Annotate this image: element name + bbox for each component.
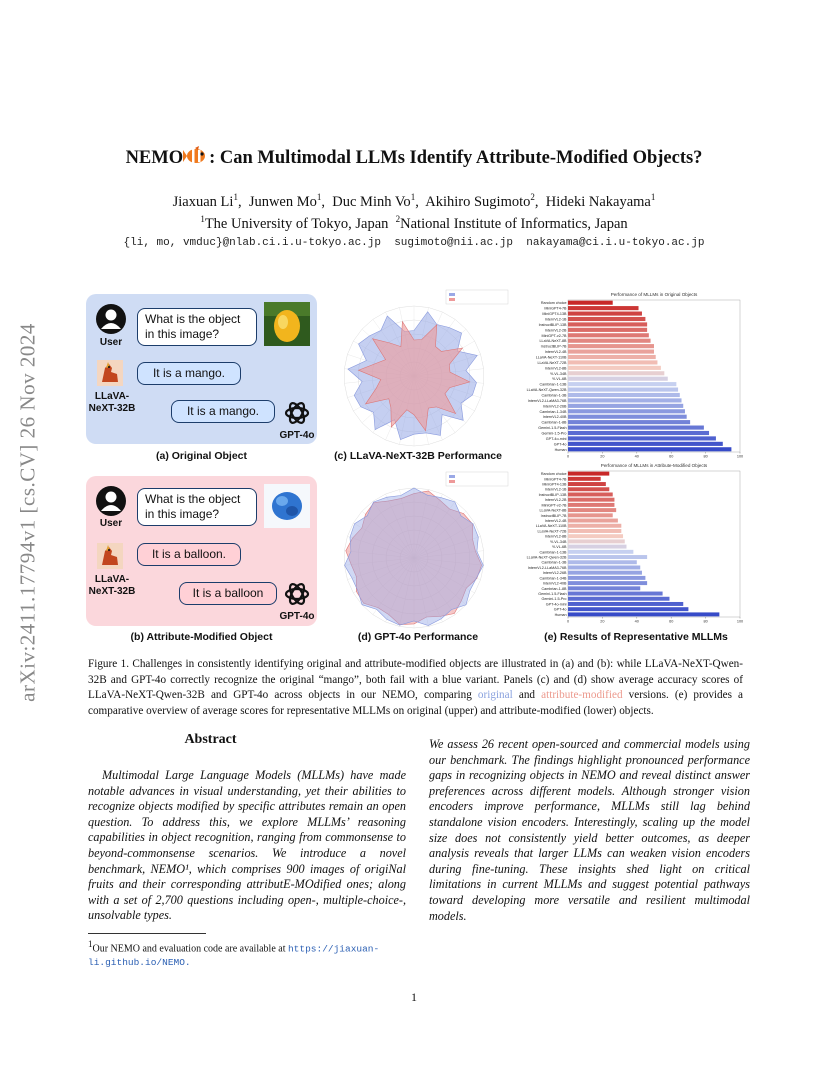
bar <box>568 371 664 375</box>
author-name: Akihiro Sugimoto <box>425 193 531 210</box>
category-label: InternVL2-40B <box>542 581 567 586</box>
bar <box>568 426 704 430</box>
category-label: LLaVA-NeXT-8B <box>539 339 567 344</box>
bar <box>568 519 618 523</box>
bar <box>568 592 663 596</box>
category-label: MiniGPT4-13B <box>542 312 567 317</box>
author-name: Duc Minh Vo <box>332 193 411 210</box>
question-bubble: What is the object in this image? <box>137 308 257 346</box>
nemo-fish-logo <box>183 146 209 166</box>
bar <box>568 597 669 601</box>
bar-chart-title: Performance of MLLMs in Attribute-Modified Objects <box>600 463 708 468</box>
bar <box>568 581 647 585</box>
bar <box>568 360 657 364</box>
category-label: InternVL2-26B <box>542 404 567 409</box>
question-bubble: What is the object in this image? <box>137 488 257 526</box>
category-label: InternVL2-1B <box>544 317 567 322</box>
category-label: GPT-4o <box>553 442 567 447</box>
figure-caption-end: versions. (e) provides a comparative overview of average scores for representative MLLMs on original (upper) and attribute-modified (lower) objects. <box>88 689 744 717</box>
category-label: Cambrian-1-3B <box>541 393 567 398</box>
bar-chart-modified <box>512 459 748 631</box>
bar <box>568 382 676 386</box>
category-label: Gemini-1.5-Flash <box>538 591 567 596</box>
user-label: User <box>99 518 123 529</box>
category-label: Gemini-1.5-Pro <box>541 431 567 436</box>
affil-mark: 2 <box>395 214 401 224</box>
bar <box>568 586 640 590</box>
affiliations <box>60 214 768 233</box>
bar <box>568 398 682 402</box>
category-label: MiniGPT4-7B <box>544 306 567 311</box>
legend-swatch-original <box>449 293 455 296</box>
author-list: Jiaxuan Li$^1$, Junwen Mo$^1$, Duc Minh Vo$^1$, Akihiro Sugimoto$^2$, Hideki Nakayama$^1$ <box>172 192 656 210</box>
bar <box>568 565 640 569</box>
bar <box>568 333 649 337</box>
x-tick-label: 60 <box>669 619 674 624</box>
bar <box>568 415 687 419</box>
category-label: InternVL2-4B <box>544 350 567 355</box>
bar <box>568 508 616 512</box>
category-label: InternVL2-1B <box>544 487 567 492</box>
bar <box>568 555 647 559</box>
category-label: InternVL2-8B <box>544 534 567 539</box>
bar <box>568 339 651 343</box>
footnote-rule <box>88 933 206 934</box>
panel-e-caption: (e) Results of Representative MLLMs <box>544 631 728 643</box>
caption-word-modified: attribute-modified <box>541 689 623 701</box>
panel-d-caption: (d) GPT-4o Performance <box>357 631 479 643</box>
bar <box>568 312 642 316</box>
bar <box>568 492 613 496</box>
bar <box>568 388 678 392</box>
category-label: Cambrian-1-8B <box>541 420 567 425</box>
bar <box>568 560 637 564</box>
x-tick-label: 80 <box>703 619 708 624</box>
category-label: GPT-4o-mini <box>545 602 567 607</box>
category-label: InternVL2-2B <box>544 498 567 503</box>
author-affil-mark: 1 <box>650 192 656 202</box>
category-label: Yi-VL-6B <box>551 377 567 382</box>
bar <box>568 447 731 451</box>
user-avatar-icon <box>95 485 127 517</box>
category-label: InstructBLIP-13B <box>538 322 567 327</box>
author-affil-mark: 1 <box>410 192 416 202</box>
blue-mango-photo <box>264 484 310 528</box>
llava-answer-bubble: It is a mango. <box>137 362 241 385</box>
gpt-answer-bubble: It is a mango. <box>171 400 275 423</box>
category-label: LLaVA-NeXT-8B <box>539 508 567 513</box>
openai-logo-icon <box>283 399 311 427</box>
bar <box>568 322 647 326</box>
bar <box>568 477 601 481</box>
footnote-mark: 1 <box>88 939 93 949</box>
legend-swatch-original <box>449 475 455 478</box>
bar <box>568 377 668 381</box>
bar <box>568 576 645 580</box>
bar <box>568 534 623 538</box>
category-label: Cambrian-1-34B <box>539 576 567 581</box>
bar <box>568 513 613 517</box>
category-label: LLaVA-NeXT-72B <box>537 529 567 534</box>
category-label: MiniGPT4-7B <box>544 477 567 482</box>
category-label: GPT-4o-mini <box>545 436 567 441</box>
project-link[interactable]: https://jiaxuan-li.github.io/NEMO. <box>88 943 380 969</box>
panel-c-caption: (c) LLaVA-NeXT-32B Performance <box>334 450 502 462</box>
author-name: Jiaxuan Li <box>172 193 234 210</box>
title-main: : Can Multimodal LLMs Identify Attribute-Modified Objects? <box>209 148 703 168</box>
category-label: MiniGPT4-13B <box>542 482 567 487</box>
bar <box>568 442 723 446</box>
page-number: 1 <box>411 990 417 1004</box>
bar <box>568 550 633 554</box>
radar-chart-llava <box>326 288 516 458</box>
bar <box>568 503 614 507</box>
bar <box>568 545 626 549</box>
legend-swatch-modified <box>449 298 455 301</box>
bar <box>568 524 621 528</box>
category-label: Cambrian-1-13B <box>539 550 567 555</box>
arxiv-identifier: arXiv:2411.17794v1 [cs.CV] 26 Nov 2024 <box>15 323 40 702</box>
bar <box>568 482 606 486</box>
category-label: InternVL2-LLaMA3-76B <box>527 565 567 570</box>
bar <box>568 328 647 332</box>
paper-title <box>60 146 768 169</box>
bar <box>568 539 625 543</box>
category-label: InternVL2-26B <box>542 571 567 576</box>
bar <box>568 498 614 502</box>
bar <box>568 350 654 354</box>
abstract-right-column: We assess 26 recent open-sourced and commercial models using our benchmark. The findings highlight pronounced performance gaps in recognizing objects in NEMO and reveal distinct answer preferences across different models. Although stronger vision encoders improve performance, MLLMs still lag behind standalone vision encoders. Interestingly, scaling up the model size does not consistently yield better outcomes, as deeper analysis reveals that larger LLMs can weaken vision encoders during fine-tuning. These insights shed light on critical limitations in current MLLMs and suggest potential pathways toward developing more versatile and resilient multimodal models. <box>429 737 750 923</box>
category-label: MiniGPT-v2-7B <box>541 333 567 338</box>
llava-answer-bubble: It is a balloon. <box>137 543 241 566</box>
category-label: Cambrian-1-3B <box>541 560 567 565</box>
bar <box>568 344 654 348</box>
x-tick-label: 20 <box>600 454 605 459</box>
category-label: InternVL2-2B <box>544 328 567 333</box>
category-label: Cambrian-1-13B <box>539 382 567 387</box>
affil-mark: 1 <box>200 214 205 224</box>
category-label: MiniGPT-v2-7B <box>541 503 567 508</box>
x-tick-label: 0 <box>566 454 570 459</box>
user-avatar-icon <box>95 303 127 335</box>
category-label: LLaVA-NeXT-Qwen-32B <box>526 388 567 393</box>
abstract-left-column: Multimodal Large Language Models (MLLMs) have made notable advances in visual understanding, yet their abilities to recognize objects modified by specific attributes remain an open question. To address this, we explore MLLMs’ reasoning capabilities in object recognition, ranging from commonsense to beyond-commonsense scenarios. We introduce a novel benchmark, NEMO¹, which comprises 900 images of origiNal fruits and their corresponding attributE-MOdified ones; along with a set of 2,700 questions including open-, multiple-choice-, unsolvable types. <box>88 768 406 923</box>
bar <box>568 571 642 575</box>
llava-label: LLaVA-NeXT-32B <box>88 574 136 597</box>
x-tick-label: 60 <box>669 454 674 459</box>
bar <box>568 404 683 408</box>
footnote-text: Our NEMO and evaluation code are available at <box>92 943 286 955</box>
user-label: User <box>99 337 123 348</box>
llava-mascot-icon <box>97 360 123 386</box>
bar <box>568 487 609 491</box>
category-label: LLaVA-NeXT-110B <box>535 355 567 360</box>
bar <box>568 431 709 435</box>
radar-legend-box <box>446 290 508 304</box>
bar <box>568 366 661 370</box>
category-label: Cambrian-1-34B <box>539 409 567 414</box>
category-label: LLaVA-NeXT-110B <box>535 524 567 529</box>
bar <box>568 355 656 359</box>
category-label: Gemini-1.5-Pro <box>541 597 567 602</box>
bar <box>568 306 639 310</box>
author-name: Junwen Mo <box>248 193 317 210</box>
legend-swatch-modified <box>449 480 455 483</box>
bar <box>568 420 690 424</box>
author-affil-mark: 2 <box>530 192 535 202</box>
caption-word-original: original <box>477 689 513 701</box>
bar <box>568 317 645 321</box>
author-name: Hideki Nakayama <box>545 193 651 210</box>
category-label: Random choice <box>540 472 567 477</box>
gpt-label: GPT-4o <box>279 611 315 622</box>
category-label: Yi-VL-34B <box>549 539 567 544</box>
radar-chart-gpt4o <box>326 470 516 640</box>
bar <box>568 612 719 616</box>
gpt-label: GPT-4o <box>279 430 315 441</box>
category-label: Random choice <box>540 301 567 306</box>
category-label: InstructBLIP-13B <box>538 492 567 497</box>
footnote <box>88 937 406 970</box>
llava-mascot-icon <box>97 543 123 569</box>
category-label: Gemini-1.5-Flash <box>538 426 567 431</box>
llava-label: LLaVA-NeXT-32B <box>88 391 136 414</box>
bar <box>568 472 609 476</box>
category-label: InternVL2-40B <box>542 415 567 420</box>
category-label: LLaVA-NeXT-Qwen-32B <box>526 555 567 560</box>
title-prefix: NEMO <box>125 148 184 168</box>
bar-chart-title: Performance of MLLMs in Original Objects <box>610 292 698 297</box>
bar <box>568 409 685 413</box>
category-label: InternVL2-4B <box>544 518 567 523</box>
bar-chart-original <box>512 288 748 466</box>
author-affil-mark: 1 <box>316 192 322 202</box>
abstract-heading: Abstract <box>184 732 237 747</box>
category-label: Yi-VL-34B <box>549 371 567 376</box>
category-label: InstructBLIP-7B <box>540 513 567 518</box>
affiliation-1: The University of Tokyo, Japan <box>204 215 389 232</box>
x-tick-label: 100 <box>736 454 744 459</box>
author-emails: {li, mo, vmduc}@nlab.ci.i.u-tokyo.ac.jp sugimoto@nii.ac.jp nakayama@ci.i.u-tokyo.ac.jp <box>123 237 705 249</box>
radar-original-area <box>345 488 484 626</box>
bar <box>568 301 613 305</box>
category-label: LLaVA-NeXT-72B <box>537 360 567 365</box>
category-label: Human <box>554 612 567 617</box>
radar-legend-box <box>446 472 508 486</box>
x-tick-label: 20 <box>600 619 605 624</box>
bar <box>568 393 680 397</box>
figure-caption <box>88 657 743 719</box>
category-label: InternVL2-LLaMA3-76B <box>527 398 567 403</box>
mango-photo <box>264 302 310 346</box>
bar <box>568 607 688 611</box>
bar <box>568 602 683 606</box>
bar <box>568 529 621 533</box>
x-tick-label: 100 <box>736 619 744 624</box>
gpt-answer-bubble: It is a balloon <box>179 582 277 605</box>
author-affil-mark: 1 <box>233 192 238 202</box>
figure-caption-text: Figure 1. Challenges in consistently identifying original and attribute-modified objects are illustrated in (a) and (b): while LLaVA-NeXT-Qwen-32B and GPT-4o correctly recognize the original “mango”, both fail with a blue variant. Panels (c) and (d) show average accuracy scores of LLaVA-NeXT-Qwen-32B and GPT-4o across objects in our NEMO, comparing <box>88 658 743 701</box>
category-label: InternVL2-8B <box>544 366 567 371</box>
x-tick-label: 0 <box>566 619 570 624</box>
panel-b-caption: (b) Attribute-Modified Object <box>130 631 273 643</box>
category-label: Human <box>554 447 567 452</box>
caption-word-and: and <box>518 689 536 701</box>
category-label: GPT-4o <box>553 607 567 612</box>
affiliation-2: National Institute of Informatics, Japan <box>400 215 628 232</box>
x-tick-label: 80 <box>703 454 708 459</box>
x-tick-label: 40 <box>634 619 639 624</box>
category-label: Yi-VL-6B <box>551 545 567 550</box>
openai-logo-icon <box>283 580 311 608</box>
category-label: Cambrian-1-8B <box>541 586 567 591</box>
category-label: InstructBLIP-7B <box>540 344 567 349</box>
x-tick-label: 40 <box>634 454 639 459</box>
bar <box>568 436 716 440</box>
panel-a-caption: (a) Original Object <box>155 450 247 462</box>
